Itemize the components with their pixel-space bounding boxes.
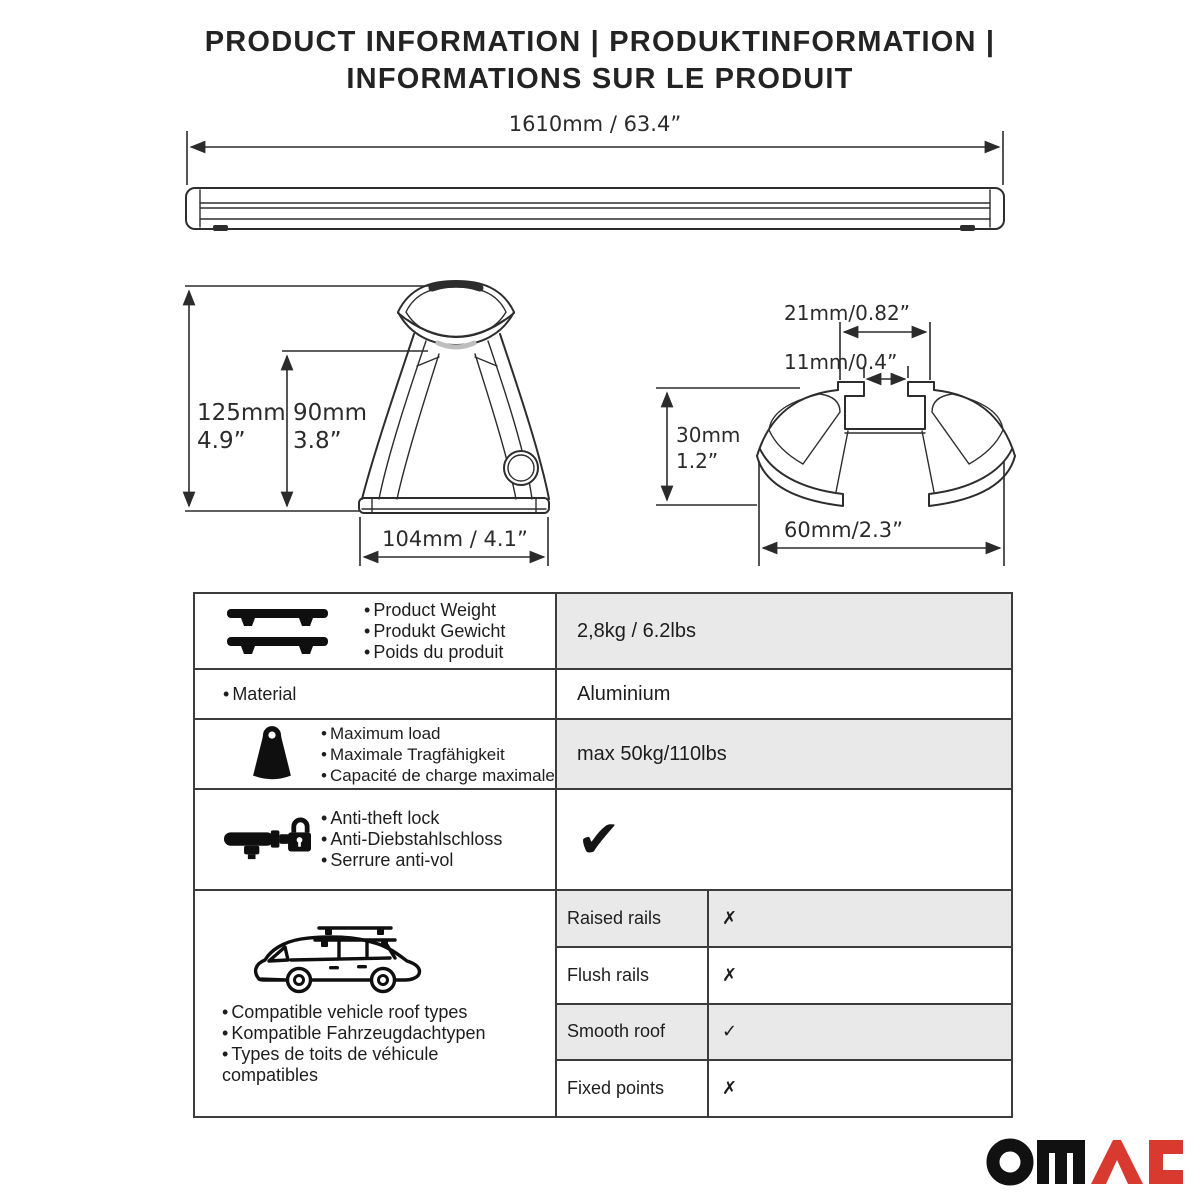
subrow-fixed-points [557,1061,1011,1116]
foot-drawing [359,281,549,513]
length-dimension [187,131,1003,185]
table-row-weight [195,594,1011,670]
subrow-label: Smooth roof [557,1005,709,1060]
logo-letter-m [1037,1140,1085,1184]
label-line: • Maximum load [321,723,555,744]
subrow-smooth-roof [557,1005,1011,1062]
label-line: • Serrure anti-vol [321,850,502,871]
subrow-flush-rails [557,948,1011,1005]
omac-logo [985,1132,1185,1186]
label-line: • Produkt Gewicht [364,621,505,642]
foot-upper-height-in: 3.8” [293,428,342,454]
table-row-max-load [195,720,1011,790]
label-line: • Anti-Diebstahlschloss [321,829,502,850]
label-line: • Maximale Tragfähigkeit [321,744,555,765]
profile-inner-channel-label: 11mm/0.4” [784,350,898,374]
subrow-label: Fixed points [557,1061,709,1116]
label-line: • Kompatible Fahrzeugdachtypen [222,1023,532,1044]
subrow-label: Flush rails [557,948,709,1003]
table-row-material [195,670,1011,720]
crossbars-icon [225,604,330,658]
max-load-value: max 50kg/110lbs [557,720,1011,788]
subrow-label: Raised rails [557,891,709,946]
subrow-raised-rails [557,891,1011,948]
anti-theft-labels [321,808,502,871]
profile-height-in: 1.2” [676,449,719,473]
roof-types-label-cell [195,891,557,1116]
profile-drawing [757,382,1015,506]
checkmark: ✔ [577,809,621,870]
anti-theft-value [557,790,1011,889]
profile-width-label: 60mm/2.3” [784,518,903,542]
spec-table [193,592,1013,1118]
label-line: • Product Weight [364,600,505,621]
logo-letter-c [1149,1140,1183,1184]
subrow-mark: ✗ [722,907,738,929]
max-load-labels [321,723,555,786]
material-label-cell [195,670,557,718]
material-value: Aluminium [577,682,671,705]
foot-upper-height-mm: 90mm [293,400,368,426]
weight-value: 2,8kg / 6.2lbs [557,594,1011,668]
foot-total-height-mm: 125mm [197,400,286,426]
roof-types-subtable [557,891,1011,1116]
profile-height-mm: 30mm [676,423,741,447]
foot-total-height-in: 4.9” [197,428,246,454]
weight-label-cell [195,594,557,668]
weight-labels [364,600,505,663]
weight-icon [245,725,299,783]
label-line: • Material [223,684,296,705]
table-row-anti-theft [195,790,1011,891]
table-row-roof-types [195,891,1011,1116]
label-line: • Poids du produit [364,642,505,663]
subrow-mark: ✗ [722,1078,738,1100]
label-line: • Types de toits de véhicule compatibles [222,1044,532,1086]
label-line: • Capacité de charge maximale [321,765,555,786]
logo-letter-o [993,1145,1027,1179]
label-line: • Compatible vehicle roof types [222,1002,532,1023]
subrow-mark: ✓ [722,1021,738,1043]
subrow-mark: ✗ [722,964,738,986]
anti-theft-label-cell [195,790,557,889]
label-line: • Anti-theft lock [321,808,502,829]
page-title-line1: PRODUCT INFORMATION | PRODUKTINFORMATION | [204,26,996,58]
lock-icon [223,811,311,869]
profile-outer-channel-label: 21mm/0.82” [784,301,911,325]
car-icon [249,922,424,994]
roof-types-labels [222,1002,532,1086]
bar-length-label: 1610mm / 63.4” [508,112,682,136]
foot-base-width-label: 104mm / 4.1” [382,527,528,551]
max-load-label-cell [195,720,557,788]
logo-letter-a [1091,1140,1143,1184]
crossbar-front-view [186,188,1004,231]
page-title-line2: INFORMATIONS SUR LE PRODUIT [346,63,854,95]
